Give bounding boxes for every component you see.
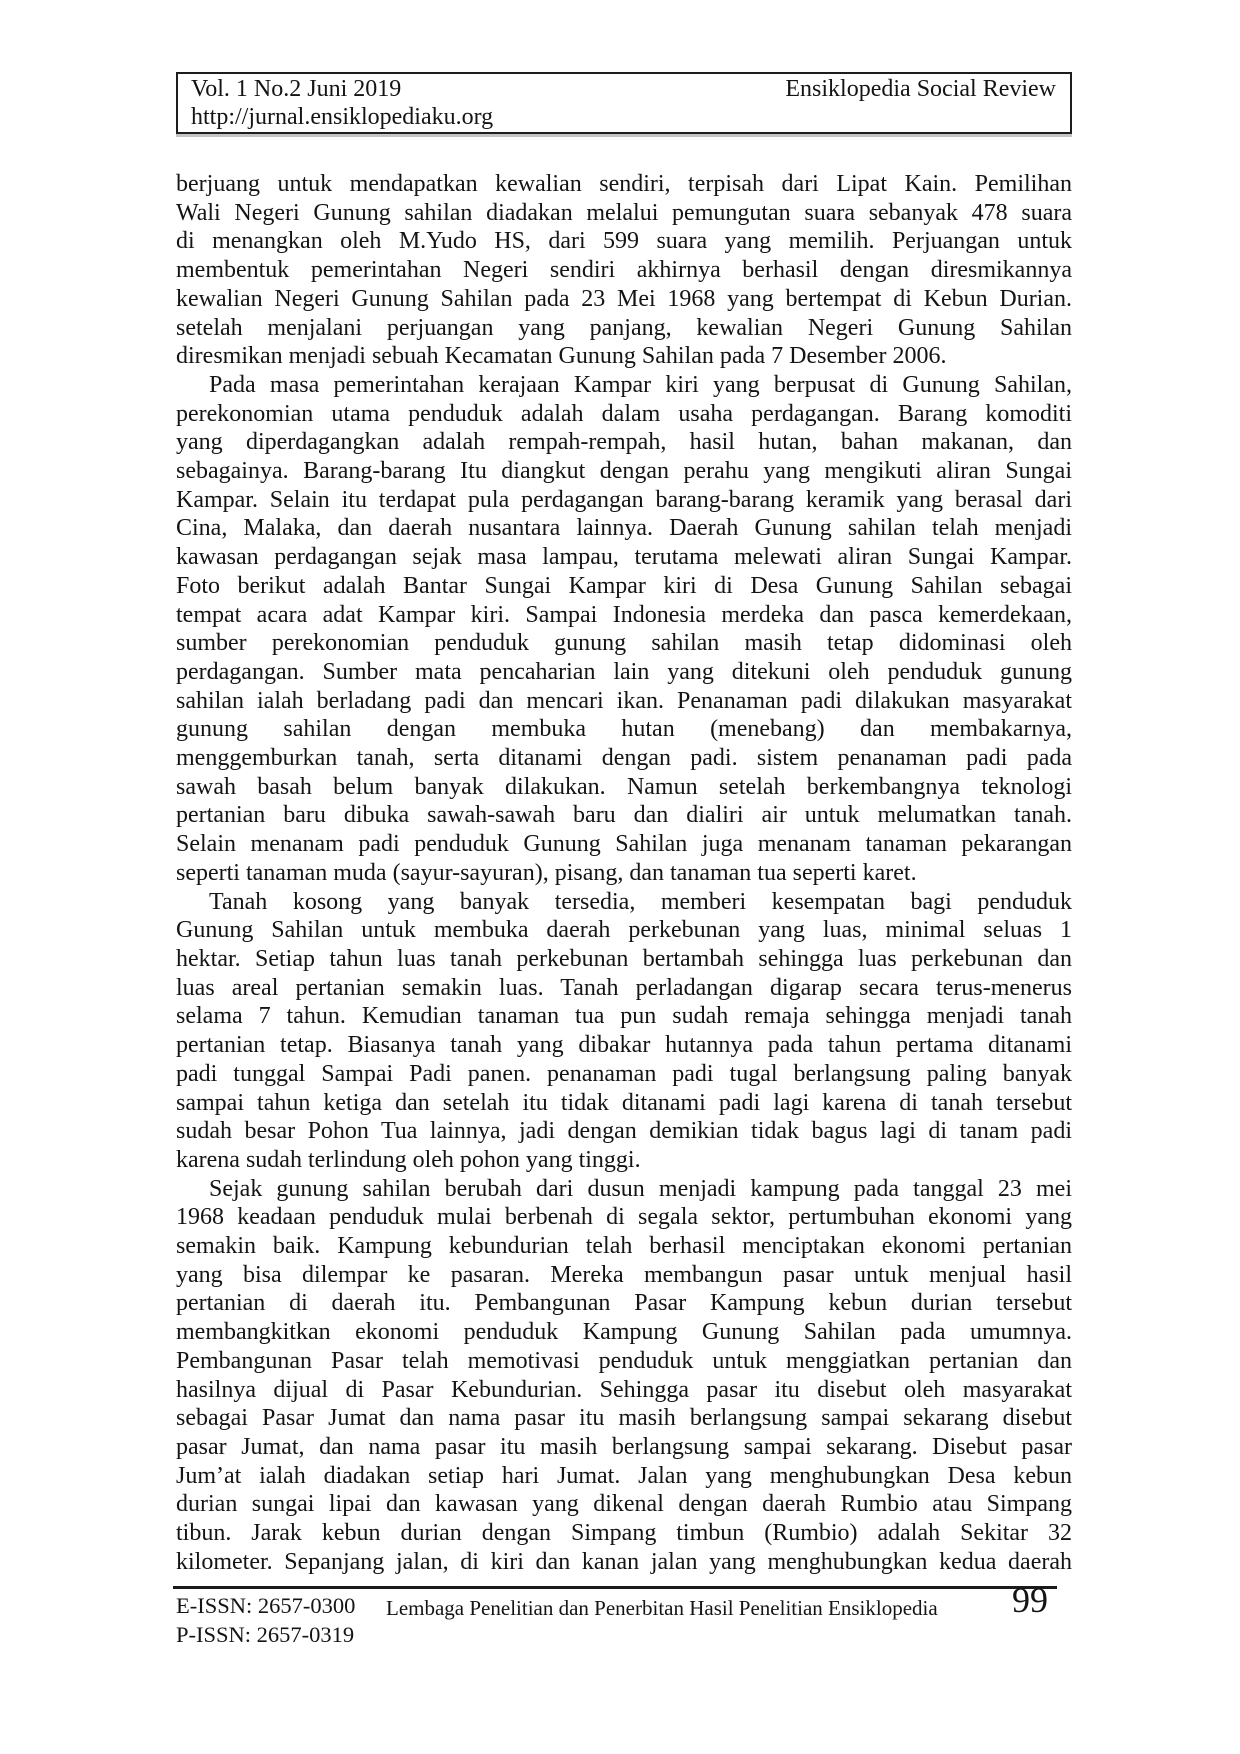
text-line: Selain menanam padi penduduk Gunung Sahilan juga menanam tanaman pekarangan	[176, 831, 1072, 858]
header-row	[191, 75, 1056, 103]
text-line: pertanian tetap. Biasanya tanah yang dibakar hutannya pada tahun pertama ditanami	[176, 1032, 1072, 1059]
text-line: pertanian di daerah itu. Pembangunan Pasar Kampung kebun durian tersebut	[176, 1290, 1072, 1317]
text-line: sahilan ialah berladang padi dan mencari ikan. Penanaman padi dilakukan masyarakat	[176, 687, 1072, 714]
text-line: sumber perekonomian penduduk gunung sahilan masih tetap didominasi oleh	[176, 630, 1072, 657]
text-line: membangkitkan ekonomi penduduk Kampung Gunung Sahilan pada umumnya.	[176, 1319, 1072, 1346]
text-line: sampai tahun ketiga dan setelah itu tidak ditanami padi lagi karena di tanah tersebut	[176, 1089, 1072, 1116]
text-line: berjuang untuk mendapatkan kewalian sendiri, terpisah dari Lipat Kain. Pemilihan	[176, 171, 1072, 197]
text-line: Tanah kosong yang banyak tersedia, memberi kesempatan bagi penduduk	[209, 888, 1072, 915]
text-line: pasar Jumat, dan nama pasar itu masih berlangsung sampai sekarang. Disebut pasar	[176, 1433, 1072, 1460]
header-journal-title: Ensiklopedia Social Review	[785, 76, 1056, 102]
text-line: kawasan perdagangan sejak masa lampau, terutama melewati aliran Sungai Kampar.	[176, 544, 1072, 571]
text-line: Foto berikut adalah Bantar Sungai Kampar kiri di Desa Gunung Sahilan sebagai	[176, 572, 1072, 599]
text-line: pertanian baru dibuka sawah-sawah baru dan dialiri air untuk melumatkan tanah.	[176, 802, 1072, 829]
text-line: Jum’at ialah diadakan setiap hari Jumat. Jalan yang menghubungkan Desa kebun	[176, 1462, 1072, 1489]
text-line: hasilnya dijual di Pasar Kebundurian. Sehingga pasar itu disebut oleh masyarakat	[176, 1376, 1072, 1403]
text-line: hektar. Setiap tahun luas tanah perkebunan bertambah sehingga luas perkebunan dan	[176, 945, 1072, 972]
article-body-text	[176, 170, 1072, 1576]
text-line: Pembangunan Pasar telah memotivasi penduduk untuk menggiatkan pertanian dan	[176, 1347, 1072, 1374]
text-line: sawah basah belum banyak dilakukan. Namun setelah berkembangnya teknologi	[176, 773, 1072, 800]
text-line: luas areal pertanian semakin luas. Tanah perladangan digarap secara terus-menerus	[176, 974, 1072, 1001]
text-line: semakin baik. Kampung kebundurian telah berhasil menciptakan ekonomi pertanian	[176, 1233, 1072, 1260]
text-line: menggemburkan tanah, serta ditanami dengan padi. sistem penanaman padi pada	[176, 745, 1072, 772]
text-line: diresmikan menjadi sebuah Kecamatan Gunung Sahilan pada 7 Desember 2006.	[176, 343, 947, 370]
page-number: 99	[1012, 1580, 1048, 1620]
footer-publisher-name: Lembaga Penelitian dan Penerbitan Hasil Penelitian Ensiklopedia	[386, 1596, 938, 1620]
text-line: gunung sahilan dengan membuka hutan (menebang) dan membakarnya,	[176, 716, 1072, 743]
text-line: Gunung Sahilan untuk membuka daerah perkebunan yang luas, minimal seluas 1	[176, 917, 1072, 944]
text-line: perdagangan. Sumber mata pencaharian lain yang ditekuni oleh penduduk gunung	[176, 658, 1072, 685]
text-line: sebagainya. Barang-barang Itu diangkut dengan perahu yang mengikuti aliran Sungai	[176, 458, 1072, 485]
text-line: di menangkan oleh M.Yudo HS, dari 599 suara yang memilih. Perjuangan untuk	[176, 228, 1072, 255]
text-line: perekonomian utama penduduk adalah dalam usaha perdagangan. Barang komoditi	[176, 400, 1072, 427]
text-line: Kampar. Selain itu terdapat pula perdagangan barang-barang keramik yang berasal dari	[176, 486, 1072, 513]
text-line: yang bisa dilempar ke pasaran. Mereka membangun pasar untuk menjual hasil	[176, 1261, 1072, 1288]
journal-header-box	[176, 72, 1072, 134]
footer-e-issn: E-ISSN: 2657-0300	[176, 1593, 356, 1618]
text-line: padi tunggal Sampai Padi panen. penanaman padi tugal berlangsung paling banyak	[176, 1060, 1072, 1087]
text-line: kewalian Negeri Gunung Sahilan pada 23 Mei 1968 yang bertempat di Kebun Durian.	[176, 285, 1072, 312]
text-line: sudah besar Pohon Tua lainnya, jadi dengan demikian tidak bagus lagi di tanam padi	[176, 1118, 1072, 1145]
text-line: membentuk pemerintahan Negeri sendiri akhirnya berhasil dengan diresmikannya	[176, 257, 1072, 284]
text-line: tempat acara adat Kampar kiri. Sampai Indonesia merdeka dan pasca kemerdekaan,	[176, 601, 1072, 628]
text-line: karena sudah terlindung oleh pohon yang tinggi.	[176, 1146, 641, 1173]
text-line: 1968 keadaan penduduk mulai berbenah di segala sektor, pertumbuhan ekonomi yang	[176, 1204, 1072, 1231]
text-line: durian sungai lipai dan kawasan yang dikenal dengan daerah Rumbio atau Simpang	[176, 1491, 1072, 1518]
text-line: setelah menjalani perjuangan yang panjang, kewalian Negeri Gunung Sahilan	[176, 314, 1072, 341]
text-line: Sejak gunung sahilan berubah dari dusun menjadi kampung pada tanggal 23 mei	[209, 1175, 1072, 1202]
text-line: kilometer. Sepanjang jalan, di kiri dan kanan jalan yang menghubungkan kedua daerah	[176, 1548, 1072, 1575]
text-line: Pada masa pemerintahan kerajaan Kampar kiri yang berpusat di Gunung Sahilan,	[209, 371, 1072, 398]
header-volume-issue: Vol. 1 No.2 Juni 2019	[191, 76, 402, 102]
text-line: Cina, Malaka, dan daerah nusantara lainnya. Daerah Gunung sahilan telah menjadi	[176, 515, 1072, 542]
header-row	[191, 103, 1056, 131]
header-journal-url: http://jurnal.ensiklopediaku.org	[191, 104, 494, 130]
text-line: Wali Negeri Gunung sahilan diadakan melalui pemungutan suara sebanyak 478 suara	[176, 199, 1072, 226]
text-line: seperti tanaman muda (sayur-sayuran), pisang, dan tanaman tua seperti karet.	[176, 859, 917, 886]
text-line: sebagai Pasar Jumat dan nama pasar itu masih berlangsung sampai sekarang disebut	[176, 1405, 1072, 1432]
text-line: selama 7 tahun. Kemudian tanaman tua pun sudah remaja sehingga menjadi tanah	[176, 1003, 1072, 1030]
text-line: yang diperdagangkan adalah rempah-rempah, hasil hutan, bahan makanan, dan	[176, 429, 1072, 456]
footer-divider	[173, 1586, 1057, 1589]
footer-p-issn: P-ISSN: 2657-0319	[176, 1622, 355, 1647]
text-line: tibun. Jarak kebun durian dengan Simpang timbun (Rumbio) adalah Sekitar 32	[176, 1520, 1072, 1547]
